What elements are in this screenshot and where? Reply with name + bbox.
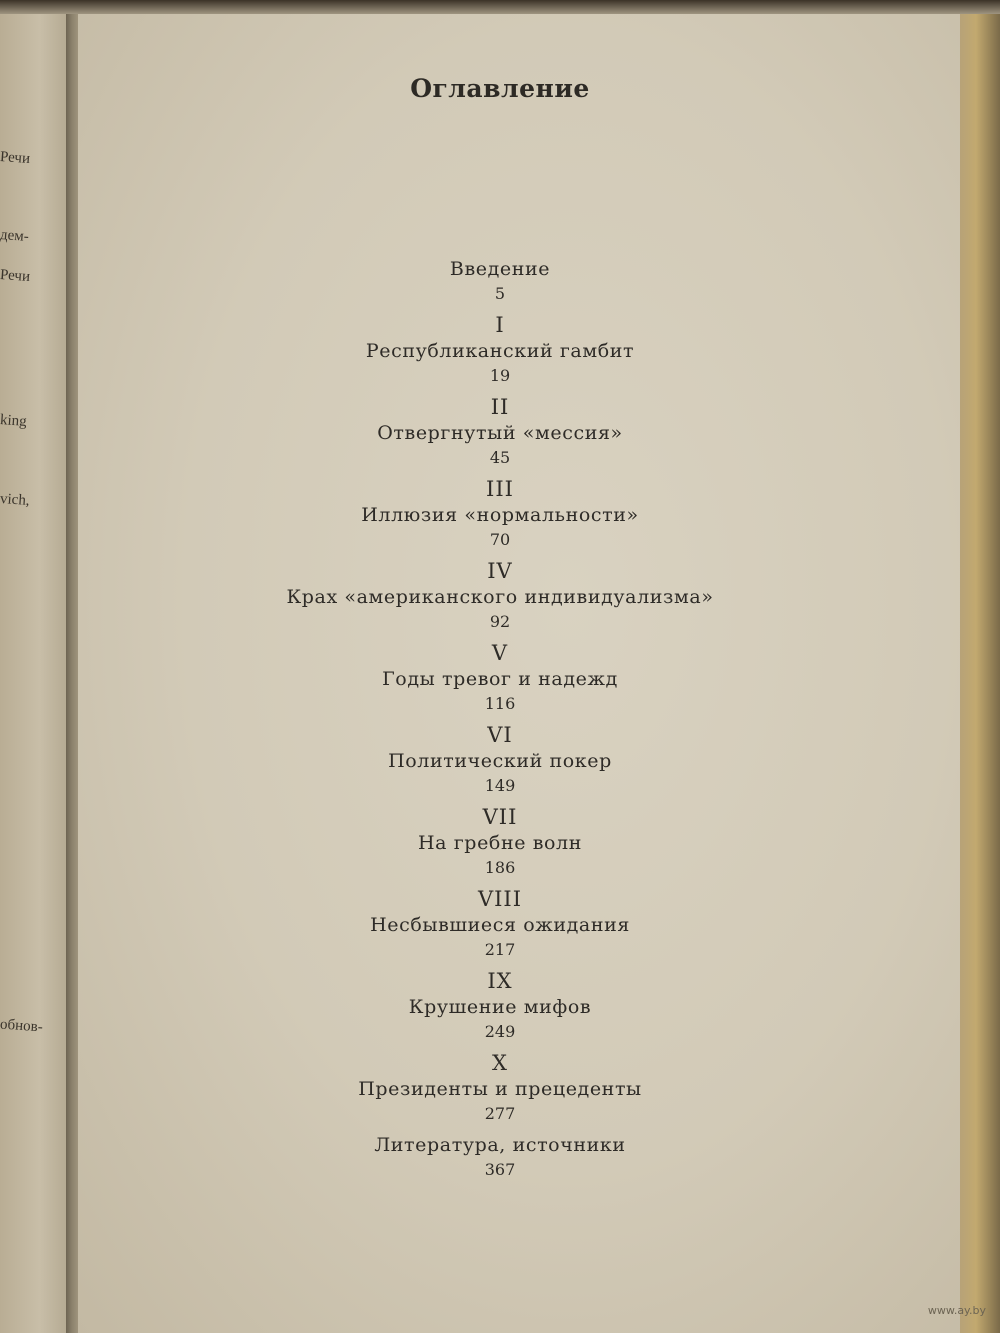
toc-entry-chapter-1 [0,312,1000,388]
toc-entry-title: Республиканский гамбит [365,340,635,362]
toc-entry-chapter-5 [0,640,1000,716]
toc-entry-number: II [490,395,510,419]
toc-entry-chapter-6 [0,722,1000,798]
toc-entry-number: III [486,477,514,501]
toc-entry-title: На гребне волн [418,832,582,854]
toc-entry-title: Введение [449,258,551,280]
toc-entry-page: 70 [489,530,511,549]
left-page-fragment: Речи [0,148,31,168]
toc-entry-chapter-9 [0,968,1000,1044]
toc-entry-literature [0,1132,1000,1182]
page-title: Оглавление [410,74,590,103]
toc-entry-page: 19 [489,366,511,385]
watermark: www.ay.by [927,1304,986,1317]
toc-entry-number: IX [487,969,513,993]
toc-entry-page: 277 [484,1104,516,1123]
toc-entry-number: IV [487,559,513,583]
toc-entry-number: V [491,641,509,665]
toc-entry-chapter-7 [0,804,1000,880]
toc-entry-page: 45 [489,448,511,467]
toc-entry-title: Несбывшиеся ожидания [370,914,630,936]
table-of-contents [0,256,1000,1188]
toc-entry-title: Крушение мифов [408,996,592,1018]
toc-entry-page: 116 [484,694,516,713]
toc-entry-introduction [0,256,1000,306]
toc-entry-title: Политический покер [388,750,612,772]
toc-entry-page: 5 [494,284,506,303]
toc-entry-page: 249 [484,1022,516,1041]
toc-entry-chapter-2 [0,394,1000,470]
toc-entry-title: Годы тревог и надежд [382,668,618,690]
toc-entry-number: I [495,313,505,337]
page-top-edge [0,0,1000,14]
toc-entry-title: Крах «американского индивидуализма» [286,586,714,608]
toc-entry-number: X [492,1051,508,1075]
toc-entry-page: 367 [484,1160,516,1179]
left-page-fragment: vich, [0,490,31,510]
left-page-fragment: king [0,412,28,430]
toc-entry-chapter-3 [0,476,1000,552]
left-page-fragment: Речи [0,266,31,286]
toc-entry-chapter-8 [0,886,1000,962]
toc-entry-chapter-4 [0,558,1000,634]
toc-entry-number: VI [487,723,513,747]
toc-entry-number: VII [482,805,518,829]
toc-entry-title: Иллюзия «нормальности» [361,504,639,526]
toc-entry-chapter-10 [0,1050,1000,1126]
toc-entry-page: 149 [484,776,516,795]
toc-entry-title: Президенты и прецеденты [358,1078,642,1100]
toc-entry-title: Отвергнутый «мессия» [377,422,623,444]
left-page-fragment: дем- [0,227,30,245]
toc-entry-page: 92 [489,612,511,631]
toc-entry-number: VIII [477,887,523,911]
toc-entry-page: 217 [484,940,516,959]
left-page-fragment: обнов- [0,1016,44,1036]
toc-entry-page: 186 [484,858,516,877]
toc-entry-title: Литература, источники [374,1134,626,1156]
